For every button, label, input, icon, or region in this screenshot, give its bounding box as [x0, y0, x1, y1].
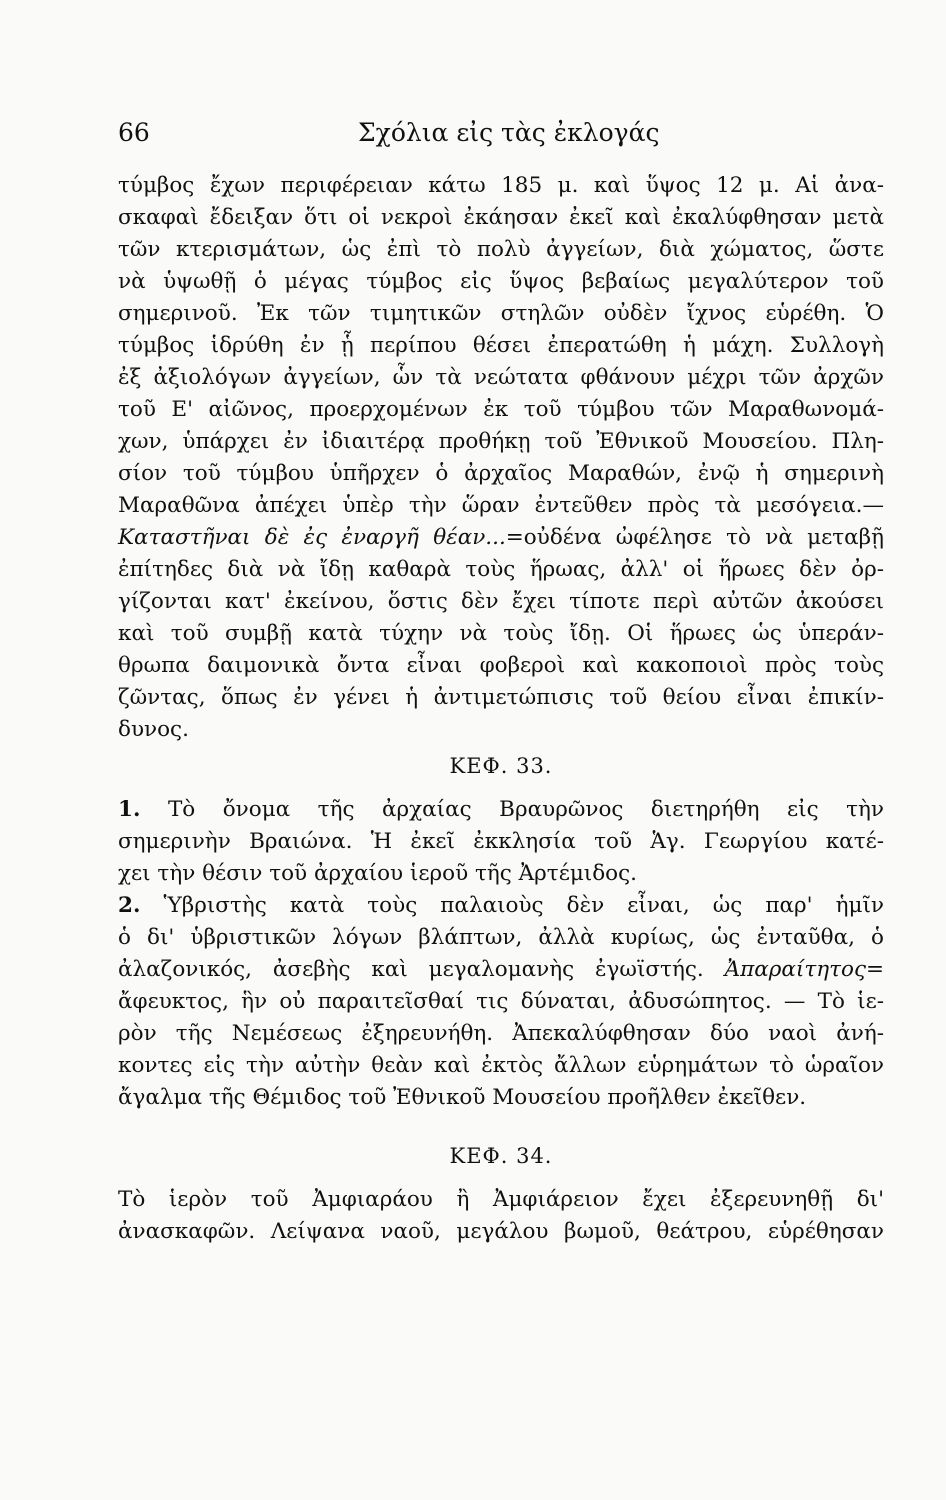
- equals-sign: =: [865, 957, 884, 982]
- text-line: τύμβος ἔχων περιφέρειαν κάτω 185 μ. καὶ ὕψος 12 μ. Αἱ ἀνα-: [118, 173, 884, 198]
- text-line: δυνος.: [118, 717, 189, 742]
- text-segment: ἀλαζονικός, ἀσεβὴς καὶ μεγαλομανὴς ἐγωϊστής.: [118, 957, 704, 982]
- text-line: καὶ τοῦ συμβῇ κατὰ τύχην νὰ τοὺς ἴδῃ. Οἱ ἥρωες ὡς ὑπεράν-: [118, 621, 884, 646]
- text-segment: Τὸ ὄνομα τῆς ἀρχαίας Βραυρῶνος διετηρήθη εἰς τὴν: [167, 797, 884, 822]
- body-text: [118, 170, 884, 1248]
- text-line: ζῶντας, ὅπως ἐν γένει ἡ ἀντιμετώπισις τοῦ θείου εἶναι ἐπικίν-: [118, 685, 884, 710]
- text-line: [118, 794, 884, 826]
- text-line: κοντες εἰς τὴν αὐτὴν θεὰν καὶ ἐκτὸς ἄλλων εὑρημάτων τὸ ὡραῖον: [118, 1053, 884, 1078]
- paragraph-number: 2.: [118, 893, 141, 918]
- italic-term: Ἀπαραίτητος: [724, 957, 866, 982]
- text-line: σημερινοῦ. Ἐκ τῶν τιμητικῶν στηλῶν οὐδὲν ἴχνος εὑρέθη. Ὁ: [118, 301, 884, 326]
- paragraph-tomb: [118, 170, 884, 746]
- running-title: Σχόλια εἰς τὰς ἐκλογάς: [358, 118, 660, 147]
- text-line: νὰ ὑψωθῇ ὁ μέγας τύμβος εἰς ὕψος βεβαίως μεγαλύτερον τοῦ: [118, 269, 884, 294]
- text-line: σημερινὴν Βραιώνα. Ἡ ἐκεῖ ἐκκλησία τοῦ Ἁγ. Γεωργίου κατέ-: [118, 829, 884, 854]
- text-line: ἀνασκαφῶν. Λείψανα ναοῦ, μεγάλου βωμοῦ, θεάτρου, εὑρέθησαν: [118, 1219, 884, 1244]
- chapter-heading-34: ΚΕΦ. 34.: [449, 1144, 553, 1168]
- text-line: Τὸ ἱερὸν τοῦ Ἀμφιαράου ἢ Ἀμφιάρειον ἔχει ἐξερευνηθῇ δι': [118, 1187, 884, 1212]
- text-line: [118, 522, 884, 554]
- paragraph-number: 1.: [118, 797, 141, 822]
- text-segment: Ὑβριστὴς κατὰ τοὺς παλαιοὺς δὲν εἶναι, ὡς παρ' ἡμῖν: [163, 893, 884, 918]
- chapter-34-paragraph: [118, 1184, 884, 1248]
- text-line: ἄφευκτος, ἣν οὐ παραιτεῖσθαί τις δύναται, ἀδυσώπητος. — Τὸ ἱε-: [118, 989, 884, 1014]
- text-line: γίζονται κατ' ἐκείνου, ὅστις δὲν ἔχει τίποτε περὶ αὐτῶν ἀκούσει: [118, 589, 884, 614]
- italic-quote: Καταστῆναι δὲ ἐς ἐναργῆ θέαν...: [118, 525, 506, 550]
- quote-gloss: =οὐδένα ὠφέλησε τὸ νὰ μεταβῇ: [505, 525, 884, 550]
- text-line: ἐπίτηδες διὰ νὰ ἴδῃ καθαρὰ τοὺς ἥρωας, ἀλλ' οἱ ἥρωες δὲν ὀρ-: [118, 557, 884, 582]
- chapter-33-paragraph-1: [118, 794, 884, 890]
- chapter-heading-33: ΚΕΦ. 33.: [449, 754, 553, 778]
- text-line: ἄγαλμα τῆς Θέμιδος τοῦ Ἐθνικοῦ Μουσείου προῆλθεν ἐκεῖθεν.: [118, 1085, 807, 1110]
- chapter-33-paragraph-2: [118, 890, 884, 1114]
- text-line: σκαφαὶ ἔδειξαν ὅτι οἱ νεκροὶ ἐκάησαν ἐκεῖ καὶ ἐκαλύφθησαν μετὰ: [118, 205, 884, 230]
- text-line: Μαραθῶνα ἀπέχει ὑπὲρ τὴν ὥραν ἐντεῦθεν πρὸς τὰ μεσόγεια.—: [118, 493, 884, 518]
- text-line: τοῦ Ε' αἰῶνος, προερχομένων ἐκ τοῦ τύμβου τῶν Μαραθωνομά-: [118, 397, 884, 422]
- page-header: [118, 118, 888, 158]
- text-line: τύμβος ἱδρύθη ἐν ᾗ περίπου θέσει ἐπερατώθη ἡ μάχη. Συλλογὴ: [118, 333, 884, 358]
- text-line: τῶν κτερισμάτων, ὡς ἐπὶ τὸ πολὺ ἀγγείων, διὰ χώματος, ὥστε: [118, 237, 884, 262]
- text-line: θρωπα δαιμονικὰ ὄντα εἶναι φοβεροὶ καὶ κακοποιοὶ πρὸς τοὺς: [118, 653, 884, 678]
- text-line: [118, 954, 884, 986]
- text-line: [118, 890, 884, 922]
- text-line: χων, ὑπάρχει ἐν ἰδιαιτέρᾳ προθήκῃ τοῦ Ἐθνικοῦ Μουσείου. Πλη-: [118, 429, 884, 454]
- text-line: χει τὴν θέσιν τοῦ ἀρχαίου ἱεροῦ τῆς Ἀρτέμιδος.: [118, 861, 638, 886]
- text-line: ρὸν τῆς Νεμέσεως ἐξηρευνήθη. Ἀπεκαλύφθησαν δύο ναοὶ ἀνή-: [118, 1021, 884, 1046]
- text-line: σίον τοῦ τύμβου ὑπῆρχεν ὁ ἀρχαῖος Μαραθών, ἐνῷ ἡ σημερινὴ: [118, 461, 884, 486]
- text-line: ὁ δι' ὑβριστικῶν λόγων βλάπτων, ἀλλὰ κυρίως, ὡς ἐνταῦθα, ὁ: [118, 925, 884, 950]
- page-number: 66: [118, 118, 150, 147]
- text-line: ἐξ ἀξιολόγων ἀγγείων, ὧν τὰ νεώτατα φθάνουν μέχρι τῶν ἀρχῶν: [118, 365, 884, 390]
